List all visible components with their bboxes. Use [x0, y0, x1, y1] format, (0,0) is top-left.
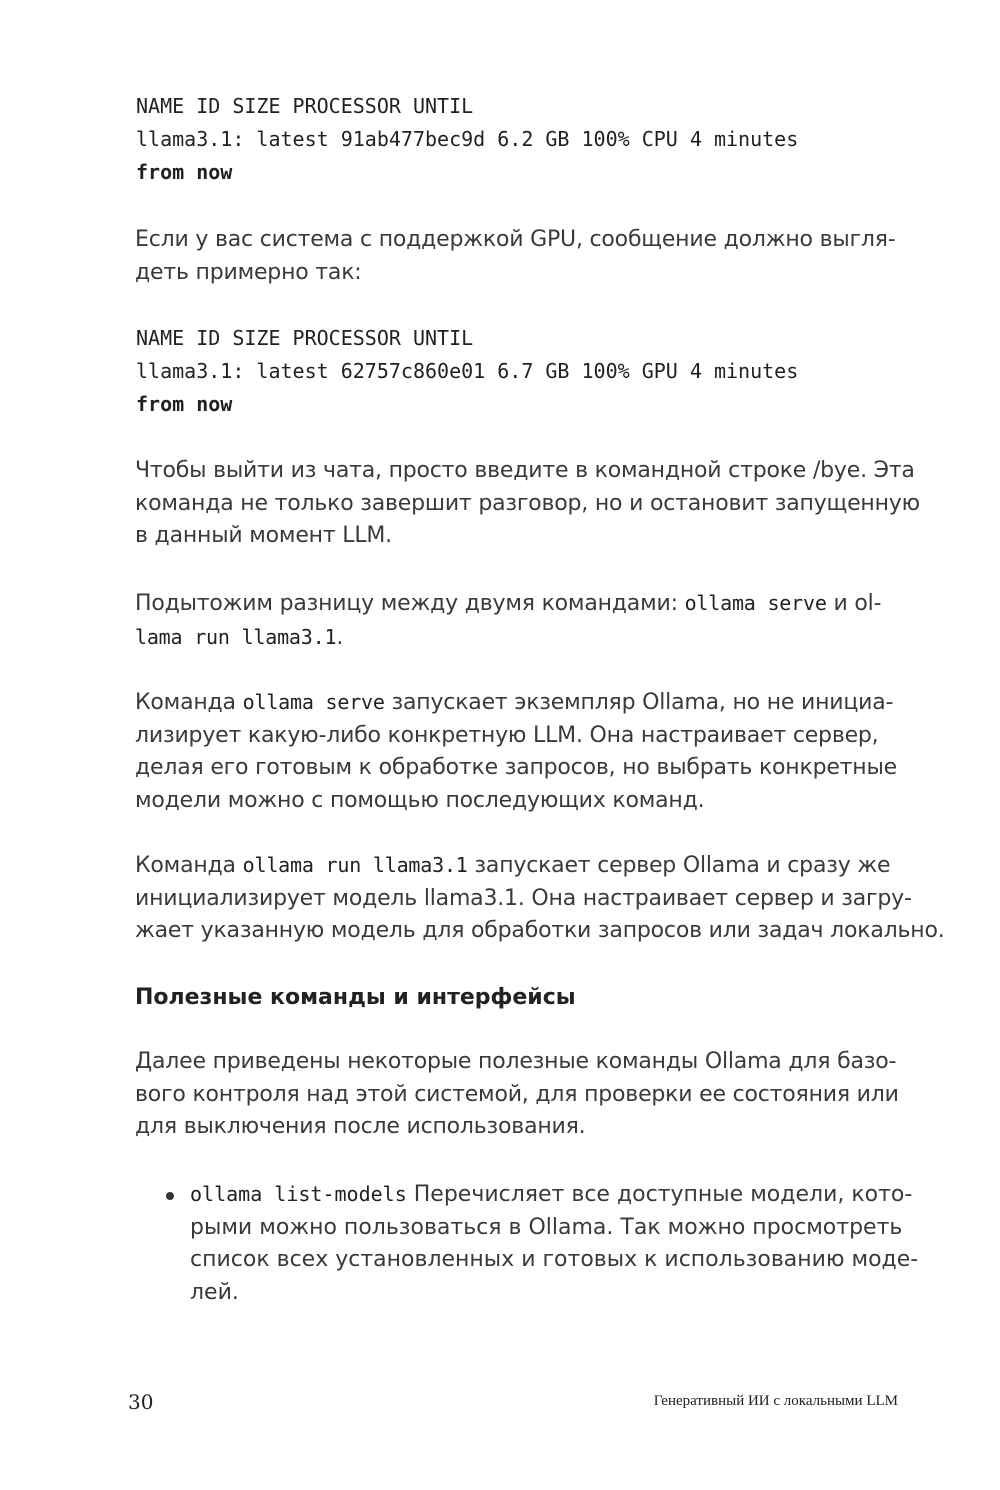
list-item [160, 1178, 920, 1309]
inline-code: ollama run llama3.1 [242, 853, 468, 877]
text-line: лизирует какую-либо конкретную LLM. Она настраивает сервер, [135, 722, 879, 748]
text-line: для выключения после использования. [135, 1114, 586, 1139]
commands-bullet-list [160, 1178, 920, 1309]
paragraph-gpu [135, 224, 915, 289]
inline-code: ollama list-models [190, 1182, 407, 1206]
text-span: и ol- [826, 591, 882, 616]
text-span: Перечисляет все доступные модели, кото- [406, 1182, 913, 1207]
text-line [190, 1178, 920, 1212]
text-line [135, 686, 915, 720]
paragraph-summary [135, 587, 915, 654]
code-block-gpu-output [136, 322, 798, 421]
text-span: Команда [135, 853, 243, 878]
text-span: Подытожим разницу между двумя командами: [135, 591, 685, 616]
text-span: запускает экземпляр Ollama, но не инициа- [384, 690, 894, 715]
code-block-cpu-output [136, 90, 798, 189]
text-line [135, 587, 915, 621]
code-line: NAME ID SIZE PROCESSOR UNTIL [136, 94, 474, 118]
text-line: инициализирует модель llama3.1. Она настраивает сервер и загру- [135, 885, 912, 911]
inline-code: lama run llama3.1 [135, 624, 337, 649]
text-line: лей. [190, 1279, 239, 1305]
text-line: Если у вас система с поддержкой GPU, сообщение должно выгля- [135, 227, 896, 252]
text-line: рыми можно пользоваться в Ollama. Так можно просмотреть [190, 1214, 903, 1240]
bullet-icon [166, 1192, 174, 1200]
code-line: NAME ID SIZE PROCESSOR UNTIL [136, 326, 474, 350]
code-line: from now [136, 160, 233, 184]
text-line: Чтобы выйти из чата, просто введите в командной строке /bye. Эта [135, 458, 915, 483]
text-line [135, 621, 915, 655]
text-span: Команда [135, 690, 243, 715]
text-line: в данный момент LLM. [135, 523, 392, 548]
paragraph-ollama-serve [135, 686, 915, 817]
paragraph-ollama-run [135, 849, 945, 948]
text-line: Далее приведены некоторые полезные команды Ollama для базо- [135, 1049, 897, 1074]
code-line: from now [136, 392, 233, 416]
code-line: llama3.1: latest 62757c860e01 6.7 GB 100% GPU 4 minutes [136, 359, 799, 383]
paragraph-commands-intro [135, 1046, 915, 1144]
text-line: список всех установленных и готовых к использованию моде- [190, 1247, 919, 1272]
text-span: запускает сервер Ollama и сразу же [467, 853, 891, 878]
section-heading: Полезные команды и интерфейсы [135, 985, 576, 1010]
running-footer-title: Генеративный ИИ с локальными LLM [653, 1393, 898, 1409]
inline-code: ollama serve [242, 690, 385, 714]
page-number: 30 [128, 1390, 154, 1414]
text-line: вого контроля над этой системой, для проверки ее состояния или [135, 1081, 899, 1107]
text-line: жает указанную модель для обработки запросов или задач локально. [135, 918, 945, 943]
text-line: команда не только завершит разговор, но и остановит запущенную [135, 490, 920, 516]
code-line: llama3.1: latest 91ab477bec9d 6.2 GB 100% CPU 4 minutes [136, 127, 799, 151]
text-line: деть примерно так: [135, 259, 362, 285]
text-line [135, 849, 915, 883]
inline-code: ollama serve [684, 591, 827, 615]
text-line: модели можно с помощью последующих команд. [135, 787, 705, 813]
text-line: делая его готовым к обработке запросов, но выбрать конкретные [135, 755, 897, 780]
paragraph-exit-chat [135, 455, 920, 553]
text-span: . [336, 624, 344, 650]
